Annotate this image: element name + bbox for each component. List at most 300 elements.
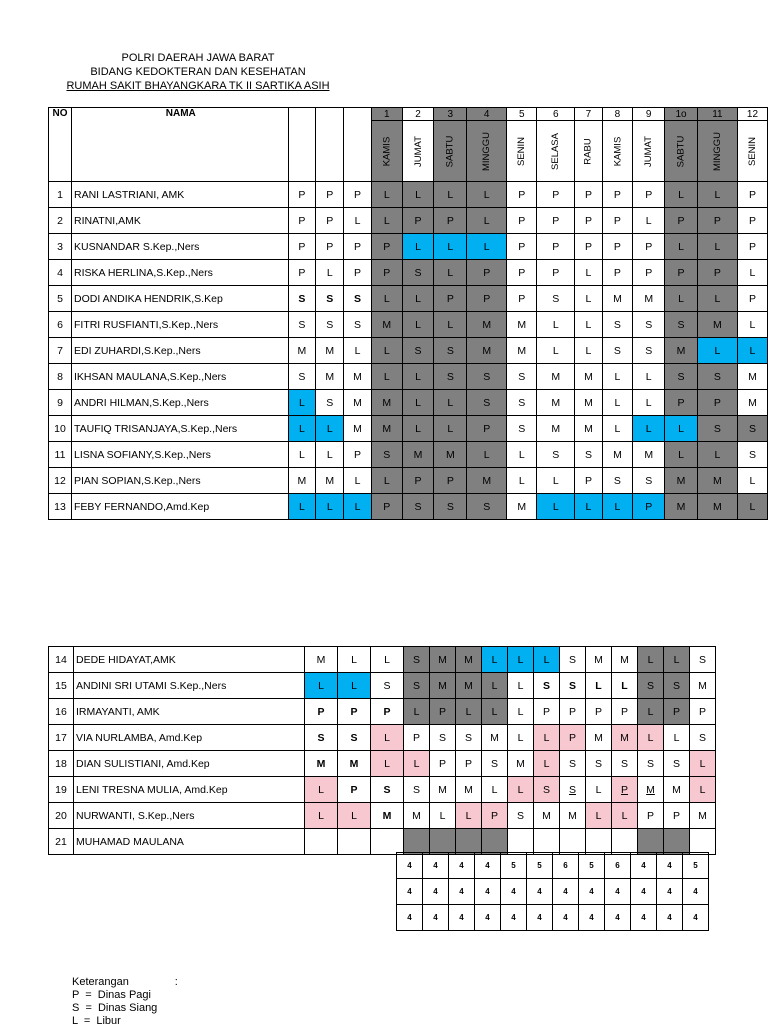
staff-name: VIA NURLAMBA, Amd.Kep [74,725,305,751]
staff-name: MUHAMAD MAULANA [74,829,305,855]
shift-cell: S [338,725,371,751]
shift-cell: L [602,416,633,442]
shift-cell: S [467,364,507,390]
shift-cell: S [560,751,586,777]
staff-row [49,234,768,260]
shift-cell: M [288,468,316,494]
summary-cell: 4 [553,879,579,905]
shift-cell: S [665,312,698,338]
summary-cell: 5 [683,853,709,879]
summary-cell: 4 [449,905,475,931]
day-number: 6 [537,108,575,121]
staff-row [49,364,768,390]
header-row-numbers [49,108,768,121]
shift-cell: L [288,416,316,442]
shift-cell: L [602,364,633,390]
shift-cell: M [456,647,482,673]
day-name-label: SENIN [516,136,528,167]
summary-cell: 4 [449,853,475,879]
shift-cell: P [633,260,665,286]
day-name-label: SABTU [675,135,687,168]
staff-name: FEBY FERNANDO,Amd.Kep [71,494,288,520]
shift-cell: L [434,312,467,338]
shift-cell: S [434,364,467,390]
day-number: 7 [575,108,602,121]
shift-cell: L [507,442,537,468]
shift-cell: S [402,338,434,364]
shift-cell: P [575,208,602,234]
staff-name: PIAN SOPIAN,S.Kep.,Ners [71,468,288,494]
shift-cell: L [467,442,507,468]
staff-row [49,312,768,338]
shift-cell: P [690,699,716,725]
shift-cell: P [344,442,372,468]
shift-cell: M [586,647,612,673]
staff-name: NURWANTI, S.Kep.,Ners [74,803,305,829]
shift-cell: L [638,647,664,673]
row-number: 1 [49,182,72,208]
shift-cell: P [467,416,507,442]
shift-cell: S [305,725,338,751]
shift-cell: L [737,338,767,364]
shift-cell: P [665,390,698,416]
day-name-label: KAMIS [611,136,623,167]
shift-cell: S [638,673,664,699]
shift-cell: S [560,777,586,803]
shift-cell: M [507,494,537,520]
staff-row [49,751,716,777]
shift-cell [534,829,560,855]
legend-item: P = Dinas Pagi [72,989,151,1001]
shift-cell: P [602,234,633,260]
shift-cell: M [690,673,716,699]
shift-cell: S [690,725,716,751]
shift-cell: P [697,390,737,416]
shift-cell: S [560,647,586,673]
day-name [665,121,698,182]
shift-cell: L [612,803,638,829]
staff-row [49,699,716,725]
day-number: 8 [602,108,633,121]
shift-cell: L [697,442,737,468]
shift-cell: L [305,673,338,699]
shift-cell: M [371,803,404,829]
row-number: 14 [49,647,74,673]
staff-name: ANDINI SRI UTAMI S.Kep.,Ners [74,673,305,699]
staff-name: TAUFIQ TRISANJAYA,S.Kep.,Ners [71,416,288,442]
summary-cell: 4 [579,905,605,931]
shift-cell: L [537,494,575,520]
shift-cell: P [633,494,665,520]
shift-cell [508,829,534,855]
shift-cell: M [602,442,633,468]
row-number: 10 [49,416,72,442]
staff-row [49,260,768,286]
shift-cell: S [402,260,434,286]
shift-cell: S [612,751,638,777]
staff-name: LENI TRESNA MULIA, Amd.Kep [74,777,305,803]
shift-cell: P [575,234,602,260]
shift-cell: P [665,260,698,286]
shift-cell: S [664,751,690,777]
shift-cell: L [402,364,434,390]
shift-cell: S [697,364,737,390]
shift-cell: S [537,286,575,312]
shift-cell: L [305,803,338,829]
staff-row [49,286,768,312]
staff-row [49,673,716,699]
shift-cell [482,829,508,855]
shift-cell: L [371,338,402,364]
staff-name: RISKA HERLINA,S.Kep.,Ners [71,260,288,286]
shift-cell: L [575,494,602,520]
shift-cell: L [344,468,372,494]
shift-cell: P [612,699,638,725]
shift-cell: S [534,777,560,803]
shift-cell: S [560,673,586,699]
shift-cell: S [371,777,404,803]
shift-cell: L [508,777,534,803]
shift-cell: M [665,494,698,520]
shift-cell: L [404,751,430,777]
staff-row [49,390,768,416]
row-number: 11 [49,442,72,468]
shift-cell: L [371,208,402,234]
day-number: 9 [633,108,665,121]
shift-cell: L [575,260,602,286]
day-name-label: KAMIS [381,136,393,167]
shift-cell: S [316,286,344,312]
day-number: 12 [737,108,767,121]
shift-cell: S [507,416,537,442]
staff-row [49,182,768,208]
summary-cell: 6 [553,853,579,879]
shift-cell: P [402,468,434,494]
shift-cell: P [664,699,690,725]
shift-cell: S [404,647,430,673]
shift-cell: M [508,751,534,777]
shift-cell [612,829,638,855]
shift-cell: S [664,673,690,699]
shift-cell: M [737,390,767,416]
shift-cell: P [737,208,767,234]
staff-name: RANI LASTRIANI, AMK [71,182,288,208]
shift-cell: P [534,699,560,725]
shift-cell [305,829,338,855]
shift-cell: L [434,234,467,260]
shift-cell: L [697,182,737,208]
shift-cell [456,829,482,855]
shift-cell: L [316,442,344,468]
shift-cell: L [402,234,434,260]
shift-cell: P [575,182,602,208]
legend-title-line [72,976,178,989]
day-name [402,121,434,182]
shift-cell: P [638,803,664,829]
shift-cell: L [467,182,507,208]
shift-cell: M [344,390,372,416]
shift-cell: S [288,286,316,312]
shift-cell: L [288,494,316,520]
shift-cell: S [288,364,316,390]
row-number: 20 [49,803,74,829]
shift-cell: P [602,208,633,234]
shift-cell: S [537,442,575,468]
shift-cell: L [534,751,560,777]
shift-cell: L [316,494,344,520]
staff-name: FITRI RUSFIANTI,S.Kep.,Ners [71,312,288,338]
shift-cell: M [633,442,665,468]
shift-cell: M [430,777,456,803]
shift-cell: L [404,699,430,725]
shift-cell: M [737,364,767,390]
legend [72,976,178,1028]
shift-cell: L [371,725,404,751]
day-name-label: SABTU [444,135,456,168]
shift-cell: L [537,338,575,364]
staff-row [49,208,768,234]
shift-cell: S [434,338,467,364]
shift-cell: L [508,673,534,699]
shift-cell: L [638,725,664,751]
summary-row [397,879,709,905]
shift-cell: L [665,442,698,468]
shift-cell: M [537,364,575,390]
shift-cell: M [316,338,344,364]
shift-cell: S [316,312,344,338]
staff-name: LISNA SOFIANY,S.Kep.,Ners [71,442,288,468]
col-header-nama [71,108,288,182]
shift-cell: M [467,312,507,338]
day-name-label: SELASA [550,133,562,170]
staff-name: IRMAYANTI, AMK [74,699,305,725]
shift-cell: P [371,699,404,725]
shift-cell: M [575,416,602,442]
staff-name: ANDRI HILMAN,S.Kep.,Ners [71,390,288,416]
staff-row [49,468,768,494]
shift-cell: M [434,442,467,468]
summary-cell: 4 [501,905,527,931]
shift-cell: L [316,260,344,286]
shift-cell: P [537,182,575,208]
shift-cell: L [482,699,508,725]
blank-col-header [344,108,372,182]
shift-cell: L [612,673,638,699]
shift-cell: S [737,416,767,442]
shift-cell: P [402,208,434,234]
shift-cell: L [482,673,508,699]
shift-cell: P [602,260,633,286]
staff-row [49,725,716,751]
shift-cell: M [507,312,537,338]
day-number: 2 [402,108,434,121]
col-header-nama-label: NAMA [165,108,196,119]
shift-cell: S [737,442,767,468]
shift-cell: M [537,390,575,416]
shift-cell: P [602,182,633,208]
shift-cell: L [665,182,698,208]
staff-name: DODI ANDIKA HENDRIK,S.Kep [71,286,288,312]
row-number: 12 [49,468,72,494]
shift-cell: L [371,286,402,312]
shift-cell: P [507,286,537,312]
shift-cell: S [344,286,372,312]
shift-cell: L [537,312,575,338]
shift-cell: M [665,338,698,364]
shift-cell: P [560,725,586,751]
shift-cell: S [602,468,633,494]
shift-cell: L [664,725,690,751]
shift-cell: L [664,647,690,673]
summary-cell: 4 [657,905,683,931]
shift-cell: M [371,416,402,442]
summary-cell: 4 [449,879,475,905]
shift-cell: P [507,260,537,286]
row-number: 16 [49,699,74,725]
shift-cell: S [467,390,507,416]
row-number: 15 [49,673,74,699]
shift-cell: M [537,416,575,442]
summary-cell: 4 [475,879,501,905]
staff-row [49,777,716,803]
shift-cell [690,829,716,855]
shift-cell: M [507,338,537,364]
day-number: 4 [467,108,507,121]
shift-cell: M [665,468,698,494]
blank-col-header [316,108,344,182]
shift-cell: P [434,286,467,312]
shift-cell: L [344,494,372,520]
shift-cell: P [456,751,482,777]
day-name [507,121,537,182]
shift-cell: P [537,234,575,260]
shift-cell: L [402,182,434,208]
shift-cell: P [507,208,537,234]
shift-cell: M [575,364,602,390]
shift-cell: S [402,494,434,520]
shift-cell: L [665,234,698,260]
shift-cell: S [508,803,534,829]
shift-cell: M [575,390,602,416]
shift-cell [338,829,371,855]
legend-title: Keterangan [72,976,129,988]
shift-cell: M [697,312,737,338]
day-name [467,121,507,182]
shift-cell [404,829,430,855]
shift-cell: P [316,208,344,234]
shift-cell: L [737,494,767,520]
shift-cell: M [305,647,338,673]
shift-cell: L [456,699,482,725]
shift-cell: L [697,234,737,260]
day-name [633,121,665,182]
shift-cell: P [537,208,575,234]
shift-cell: L [638,699,664,725]
day-name [602,121,633,182]
row-number: 19 [49,777,74,803]
shift-cell: M [612,725,638,751]
shift-cell: L [575,286,602,312]
schedule-table-part-2 [48,646,716,855]
shift-cell: S [638,751,664,777]
summary-cell: 4 [527,905,553,931]
shift-cell: P [288,260,316,286]
shift-cell: S [371,442,402,468]
shift-cell: M [402,442,434,468]
staff-row [49,416,768,442]
shift-cell: M [690,803,716,829]
summary-cell: 4 [475,853,501,879]
shift-cell: L [467,208,507,234]
shift-cell: M [371,390,402,416]
staff-row [49,647,716,673]
shift-cell: L [534,647,560,673]
shift-cell: L [371,751,404,777]
shift-cell [664,829,690,855]
shift-cell: L [665,416,698,442]
shift-cell: L [575,312,602,338]
shift-cell: M [404,803,430,829]
shift-cell: P [537,260,575,286]
day-name [371,121,402,182]
shift-cell: L [534,725,560,751]
shift-cell: P [507,234,537,260]
shift-cell: P [316,182,344,208]
shift-cell: P [697,260,737,286]
shift-cell: L [338,803,371,829]
shift-cell: L [690,751,716,777]
shift-cell: M [338,751,371,777]
row-number: 18 [49,751,74,777]
day-name-label: RABU [582,138,594,165]
day-name [537,121,575,182]
staff-name: RINATNI,AMK [71,208,288,234]
shift-cell: S [575,442,602,468]
summary-cell: 4 [605,905,631,931]
shift-cell: M [305,751,338,777]
row-number: 21 [49,829,74,855]
shift-cell: L [371,468,402,494]
shift-cell: L [507,468,537,494]
shift-cell: P [737,286,767,312]
shift-cell: L [434,416,467,442]
summary-row [397,853,709,879]
legend-colon: : [174,976,178,988]
summary-cell: 4 [657,879,683,905]
shift-cell: L [737,468,767,494]
shift-cell: L [537,468,575,494]
day-name [575,121,602,182]
day-number: 1 [371,108,402,121]
shift-cell: P [288,234,316,260]
shift-cell: S [456,725,482,751]
shift-cell: L [402,286,434,312]
shift-cell: S [507,390,537,416]
shift-cell: P [305,699,338,725]
shift-cell: M [288,338,316,364]
shift-cell: P [288,182,316,208]
shift-cell: P [434,208,467,234]
shift-cell: M [482,725,508,751]
staff-row [49,442,768,468]
staff-name: IKHSAN MAULANA,S.Kep.,Ners [71,364,288,390]
shift-cell: L [508,699,534,725]
shift-cell: M [430,673,456,699]
day-number: 1o [665,108,698,121]
summary-cell: 4 [657,853,683,879]
shift-cell: L [402,390,434,416]
shift-cell: S [633,468,665,494]
